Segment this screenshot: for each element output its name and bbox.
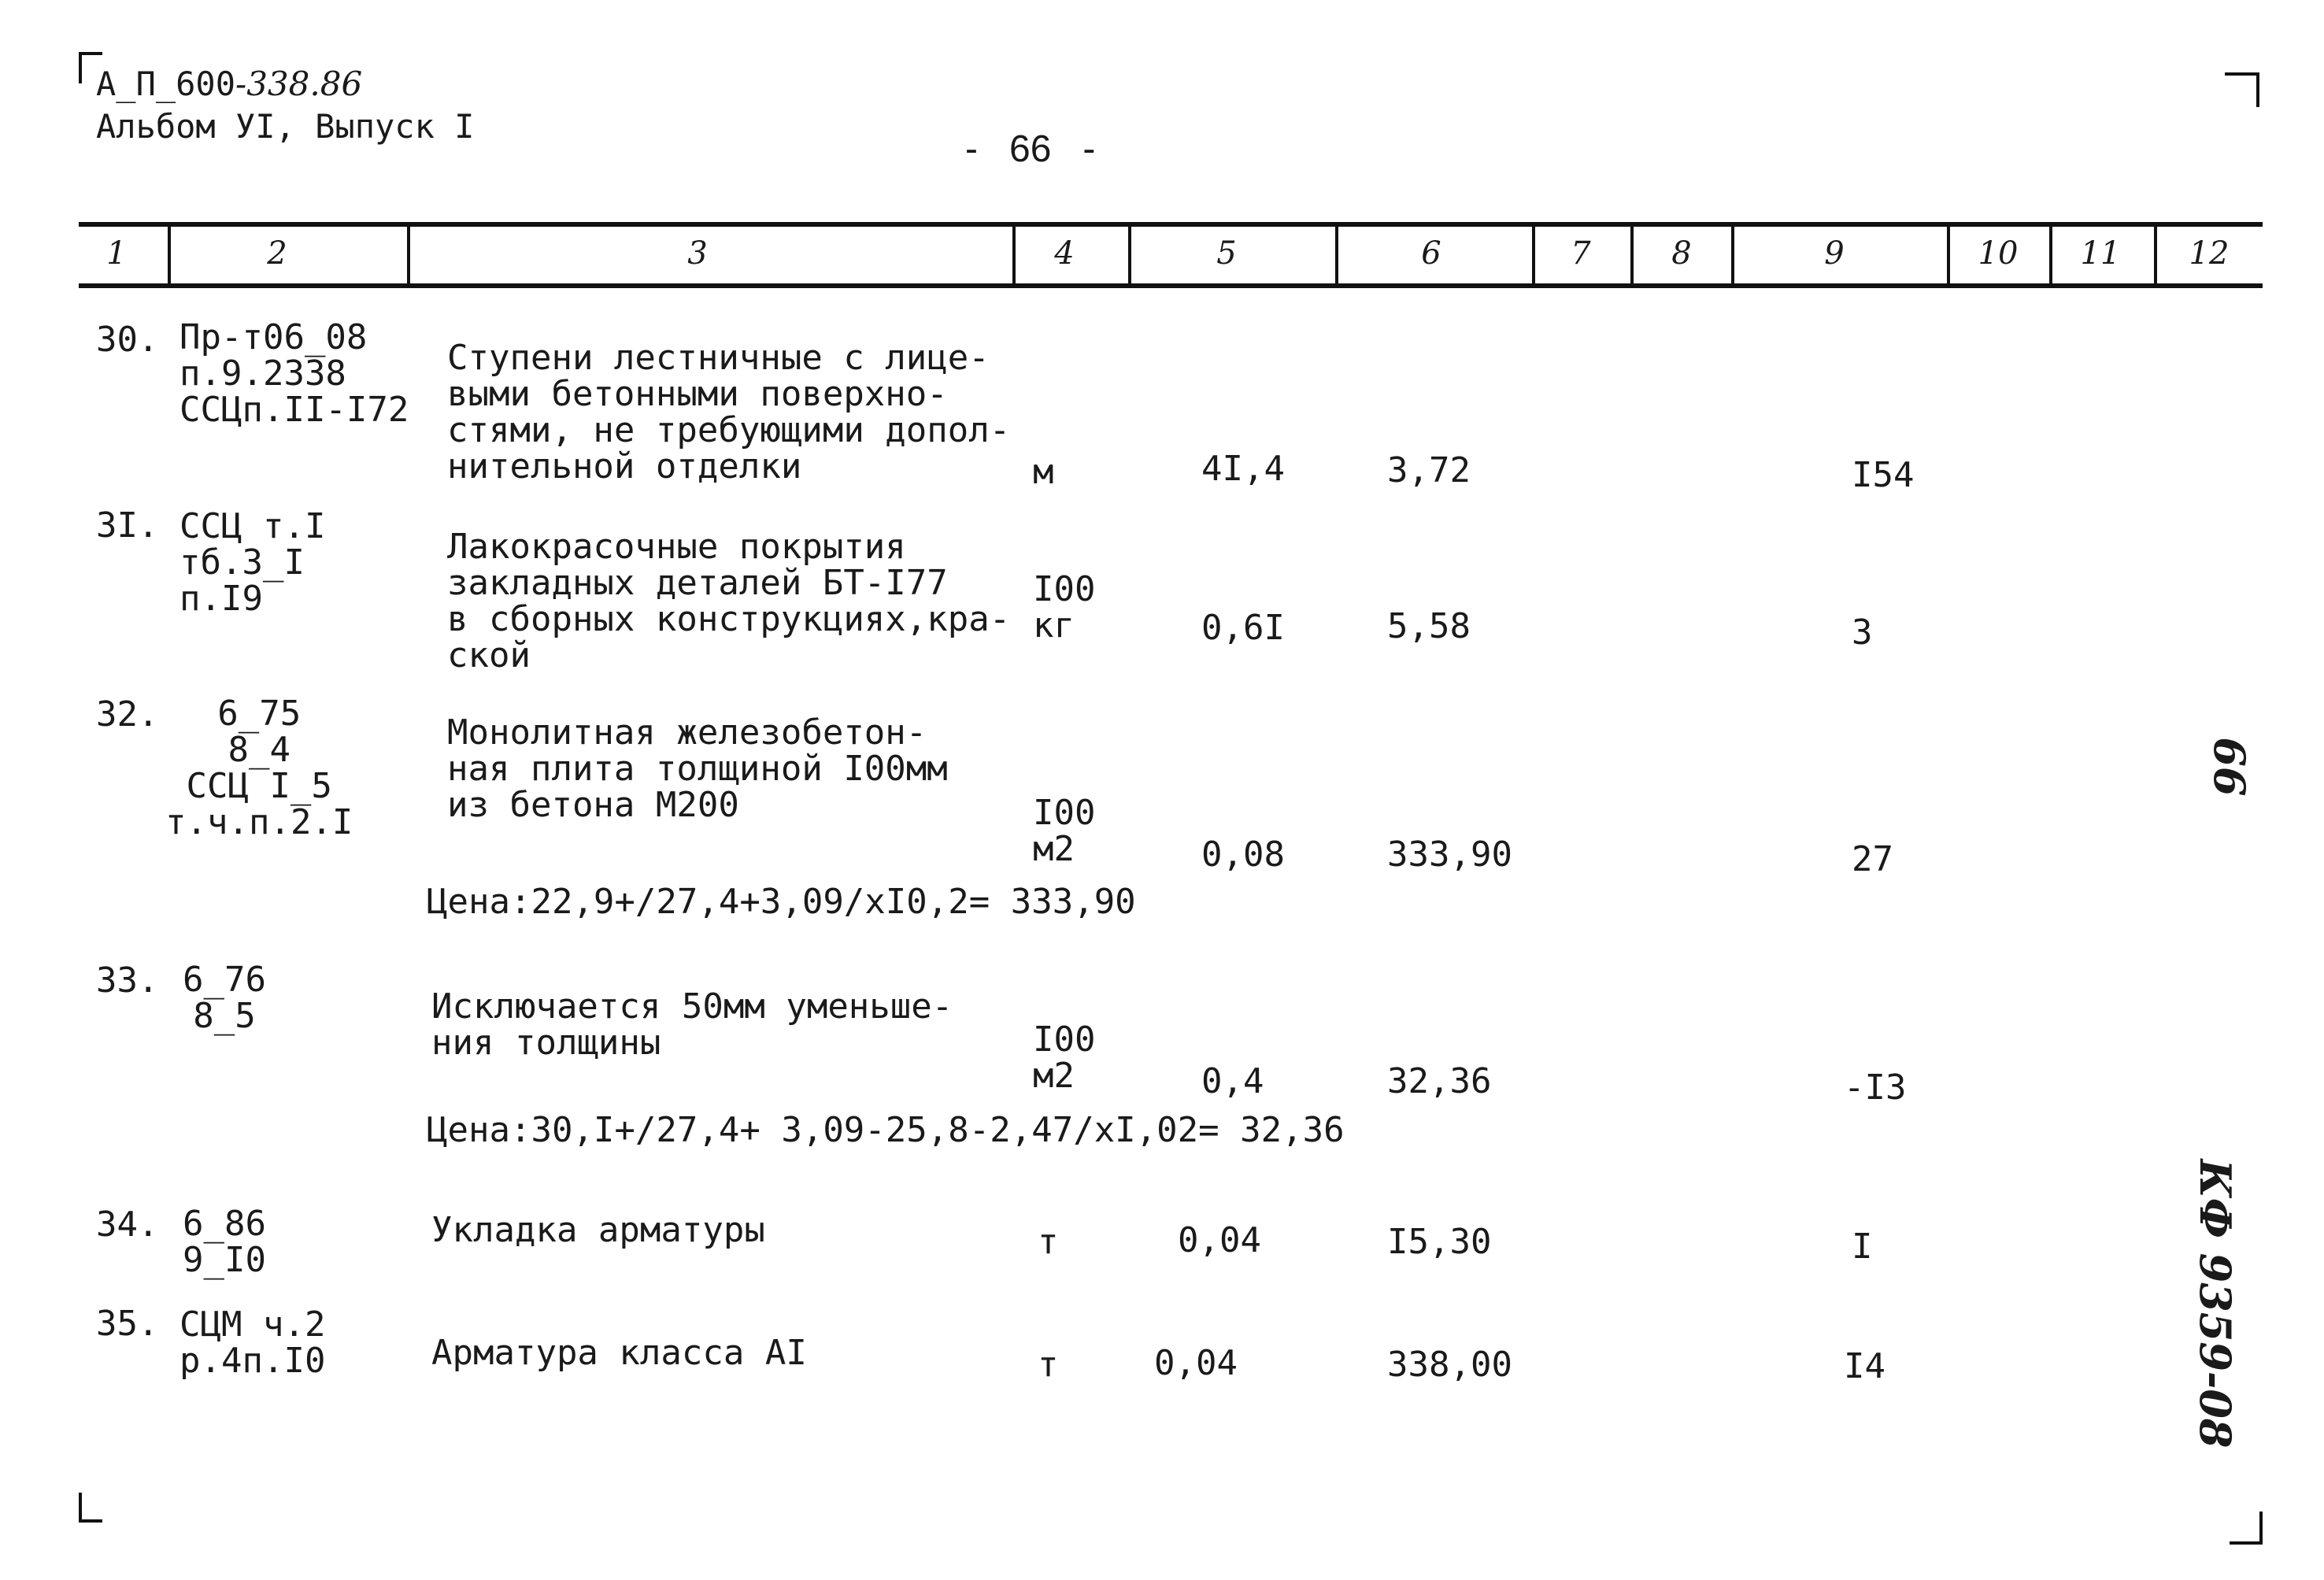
row-price-formula: Цена:30,I+/27,4+ 3,09-25,8-2,47/хI,02= 32,36 bbox=[427, 1110, 1345, 1150]
row-unit: I00 кг bbox=[1033, 569, 1096, 646]
margin-page-mark: 66 bbox=[2204, 737, 2255, 797]
row-unit: т bbox=[1038, 1222, 1059, 1262]
column-header-2: 2 bbox=[267, 235, 287, 272]
album-line: Альбом УI, Выпуск I bbox=[96, 107, 475, 146]
row-number: 33. bbox=[96, 960, 159, 1001]
row-unit-price: 32,36 bbox=[1387, 1061, 1492, 1101]
row-code: СЦМ ч.2 р.4п.I0 bbox=[179, 1304, 326, 1381]
column-header-7: 7 bbox=[1571, 235, 1591, 272]
column-header-8: 8 bbox=[1671, 235, 1692, 272]
column-header-1: 1 bbox=[106, 235, 127, 272]
row-description: Укладка арматуры bbox=[431, 1210, 765, 1250]
row-unit-price: 5,58 bbox=[1387, 606, 1471, 646]
row-description: Ступени лестничные с лице- выми бетонными поверхно- стями, не требующими допол- нительной отделки bbox=[447, 338, 1011, 487]
row-total: I4 bbox=[1844, 1346, 1885, 1386]
row-unit-price: 338,00 bbox=[1387, 1345, 1512, 1385]
row-number: 30. bbox=[96, 320, 159, 360]
row-number: 35. bbox=[96, 1304, 159, 1344]
row-quantity: 0,08 bbox=[1201, 834, 1285, 875]
row-quantity: 4I,4 bbox=[1201, 449, 1285, 489]
row-description: Исключается 50мм уменьше- ния толщины bbox=[431, 986, 953, 1063]
row-total: I bbox=[1852, 1227, 1873, 1267]
row-quantity: 0,04 bbox=[1178, 1220, 1261, 1260]
column-header-10: 10 bbox=[1978, 235, 2019, 272]
row-total: -I3 bbox=[1844, 1068, 1907, 1108]
row-price-formula: Цена:22,9+/27,4+3,09/хI0,2= 333,90 bbox=[427, 882, 1136, 922]
column-header-9: 9 bbox=[1824, 235, 1845, 272]
row-description: Лакокрасочные покрытия закладных деталей БТ-I77 в сборных конструкциях,кра- ской bbox=[447, 527, 1011, 675]
row-unit: м bbox=[1033, 452, 1054, 492]
row-code: 6_75 8_4 ССЦ I_5 т.ч.п.2.I bbox=[165, 694, 353, 842]
row-total: 3 bbox=[1852, 612, 1873, 653]
row-unit-price: 333,90 bbox=[1387, 834, 1512, 875]
row-total: I54 bbox=[1852, 455, 1915, 495]
row-unit-price: I5,30 bbox=[1387, 1222, 1492, 1262]
row-total: 27 bbox=[1852, 839, 1893, 879]
column-header-4: 4 bbox=[1054, 235, 1075, 272]
row-unit: I00 м2 bbox=[1033, 1019, 1096, 1096]
row-code: Пр-т06_08 п.9.2338 ССЦп.II-I72 bbox=[179, 317, 409, 430]
column-header-6: 6 bbox=[1421, 235, 1441, 272]
row-number: 34. bbox=[96, 1204, 159, 1245]
document-code-prefix: А_П_600 bbox=[96, 65, 236, 103]
row-code: 6_86 9_I0 bbox=[183, 1204, 266, 1280]
document-code-suffix: -338.86 bbox=[235, 65, 363, 103]
page-number: - 66 - bbox=[965, 128, 1096, 170]
row-unit: I00 м2 bbox=[1033, 793, 1096, 869]
row-unit: т bbox=[1038, 1345, 1059, 1385]
row-code: 6_76 8_5 bbox=[183, 960, 266, 1036]
row-quantity: 0,6I bbox=[1201, 608, 1285, 648]
column-header-11: 11 bbox=[2080, 235, 2121, 272]
row-quantity: 0,4 bbox=[1201, 1061, 1264, 1101]
document-code bbox=[96, 65, 363, 103]
row-description: Арматура класса АI bbox=[431, 1333, 807, 1373]
column-header-3: 3 bbox=[687, 235, 708, 272]
column-header-12: 12 bbox=[2189, 235, 2230, 272]
row-description: Монолитная железобетон- ная плита толщиной I00мм из бетона М200 bbox=[447, 712, 948, 825]
row-number: 32. bbox=[96, 694, 159, 734]
column-header-5: 5 bbox=[1216, 235, 1237, 272]
row-code: ССЦ т.I тб.3_I п.I9 bbox=[179, 506, 326, 619]
row-unit-price: 3,72 bbox=[1387, 450, 1471, 490]
margin-registration-mark: КФ 9359-08 bbox=[2190, 1159, 2241, 1449]
row-number: 3I. bbox=[96, 505, 159, 546]
row-quantity: 0,04 bbox=[1154, 1343, 1238, 1383]
